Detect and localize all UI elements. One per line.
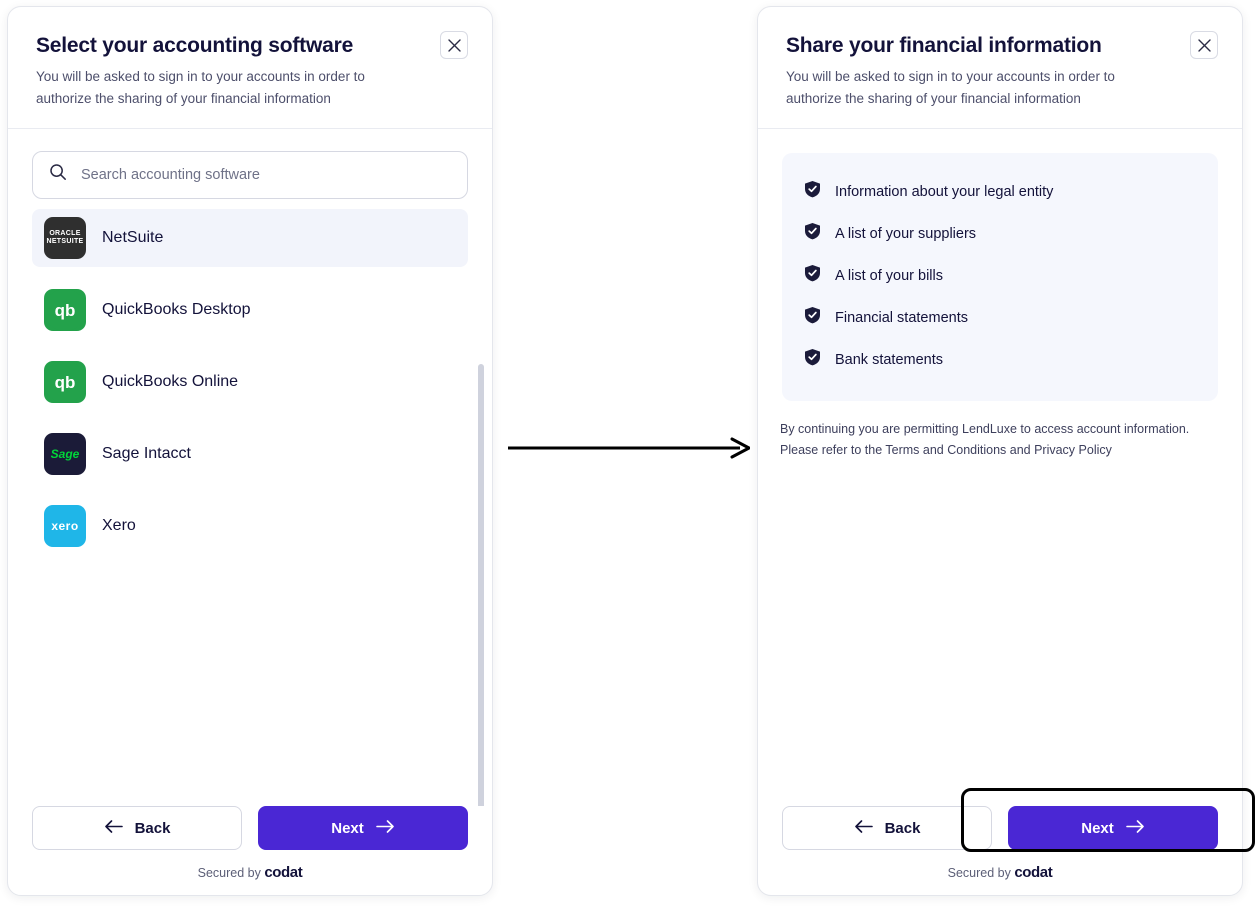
next-button[interactable] bbox=[1008, 806, 1218, 850]
footer-buttons bbox=[32, 806, 468, 850]
search-icon bbox=[49, 163, 67, 186]
arrow-right-icon bbox=[1126, 820, 1145, 837]
footer-buttons bbox=[782, 806, 1218, 850]
accounting-software-panel bbox=[7, 6, 493, 896]
software-item-xero[interactable] bbox=[32, 497, 468, 555]
software-item-label: QuickBooks Online bbox=[102, 372, 239, 390]
list-scrollbar[interactable] bbox=[478, 364, 484, 806]
left-panel-header bbox=[8, 7, 492, 129]
secured-prefix: Secured by bbox=[197, 866, 261, 880]
search-input[interactable] bbox=[79, 166, 451, 184]
permission-row bbox=[804, 255, 1196, 297]
close-icon[interactable] bbox=[1190, 31, 1218, 59]
permission-row bbox=[804, 213, 1196, 255]
close-icon[interactable] bbox=[440, 31, 468, 59]
netsuite-logo-icon: ORACLE NETSUITE bbox=[44, 217, 86, 259]
back-button-label: Back bbox=[884, 819, 921, 837]
software-item-quickbooks-online[interactable] bbox=[32, 353, 468, 411]
shield-check-icon bbox=[804, 180, 821, 203]
page-subtitle: You will be asked to sign in to your accounts in order to authorize the sharing of your financial information bbox=[786, 69, 1115, 107]
sage-logo-icon: Sage bbox=[44, 433, 86, 475]
shield-check-icon bbox=[804, 222, 821, 245]
search-container bbox=[8, 129, 492, 209]
secured-prefix: Secured by bbox=[947, 866, 1011, 880]
software-list bbox=[8, 209, 492, 555]
permissions-card bbox=[782, 153, 1218, 401]
xero-logo-icon: xero bbox=[44, 505, 86, 547]
secured-by-label bbox=[32, 864, 468, 881]
permission-label: Information about your legal entity bbox=[835, 183, 1054, 200]
software-item-label: Sage Intacct bbox=[102, 444, 191, 462]
back-button-label: Back bbox=[134, 819, 171, 837]
arrow-left-icon bbox=[104, 820, 123, 837]
arrow-left-icon bbox=[854, 820, 873, 837]
svg-text:qb: qb bbox=[54, 372, 76, 392]
page-subtitle: You will be asked to sign in to your accounts in order to authorize the sharing of your financial information bbox=[36, 69, 365, 107]
arrow-right-icon bbox=[376, 820, 395, 837]
svg-text:qb: qb bbox=[54, 300, 76, 320]
right-panel-header bbox=[758, 7, 1242, 129]
next-button-label: Next bbox=[331, 819, 364, 837]
shield-check-icon bbox=[804, 264, 821, 287]
legal-disclaimer: By continuing you are permitting LendLuxe to access account information. Please refer to the Terms and Conditions and Privacy Policy bbox=[780, 421, 1190, 458]
page-title: Select your accounting software bbox=[36, 34, 354, 57]
codat-brand: codat bbox=[264, 864, 303, 881]
next-button-label: Next bbox=[1081, 819, 1114, 837]
permission-label: A list of your bills bbox=[835, 267, 943, 284]
shield-check-icon bbox=[804, 306, 821, 329]
right-panel-footer bbox=[758, 806, 1242, 895]
codat-brand: codat bbox=[1014, 864, 1053, 881]
permission-label: Financial statements bbox=[835, 309, 968, 326]
software-item-label: QuickBooks Desktop bbox=[102, 300, 251, 318]
left-panel-body bbox=[8, 129, 492, 806]
permission-row bbox=[804, 339, 1196, 381]
software-item-label: Xero bbox=[102, 516, 136, 534]
software-item-sage-intacct[interactable] bbox=[32, 425, 468, 483]
next-button[interactable] bbox=[258, 806, 468, 850]
permission-label: Bank statements bbox=[835, 351, 943, 368]
secured-by-label bbox=[782, 864, 1218, 881]
left-panel-footer bbox=[8, 806, 492, 895]
page-title: Share your financial information bbox=[786, 34, 1102, 57]
back-button[interactable] bbox=[32, 806, 242, 850]
permission-label: A list of your suppliers bbox=[835, 225, 977, 242]
flow-arrow-icon bbox=[508, 436, 750, 460]
permission-row bbox=[804, 171, 1196, 213]
software-item-quickbooks-desktop[interactable] bbox=[32, 281, 468, 339]
quickbooks-logo-icon bbox=[44, 289, 86, 331]
shield-check-icon bbox=[804, 348, 821, 371]
search-box[interactable] bbox=[32, 151, 468, 199]
software-item-netsuite[interactable] bbox=[32, 209, 468, 267]
share-financial-information-panel bbox=[757, 6, 1243, 896]
quickbooks-logo-icon bbox=[44, 361, 86, 403]
permission-row bbox=[804, 297, 1196, 339]
right-panel-body bbox=[758, 129, 1242, 806]
software-item-label: NetSuite bbox=[102, 228, 164, 246]
back-button[interactable] bbox=[782, 806, 992, 850]
